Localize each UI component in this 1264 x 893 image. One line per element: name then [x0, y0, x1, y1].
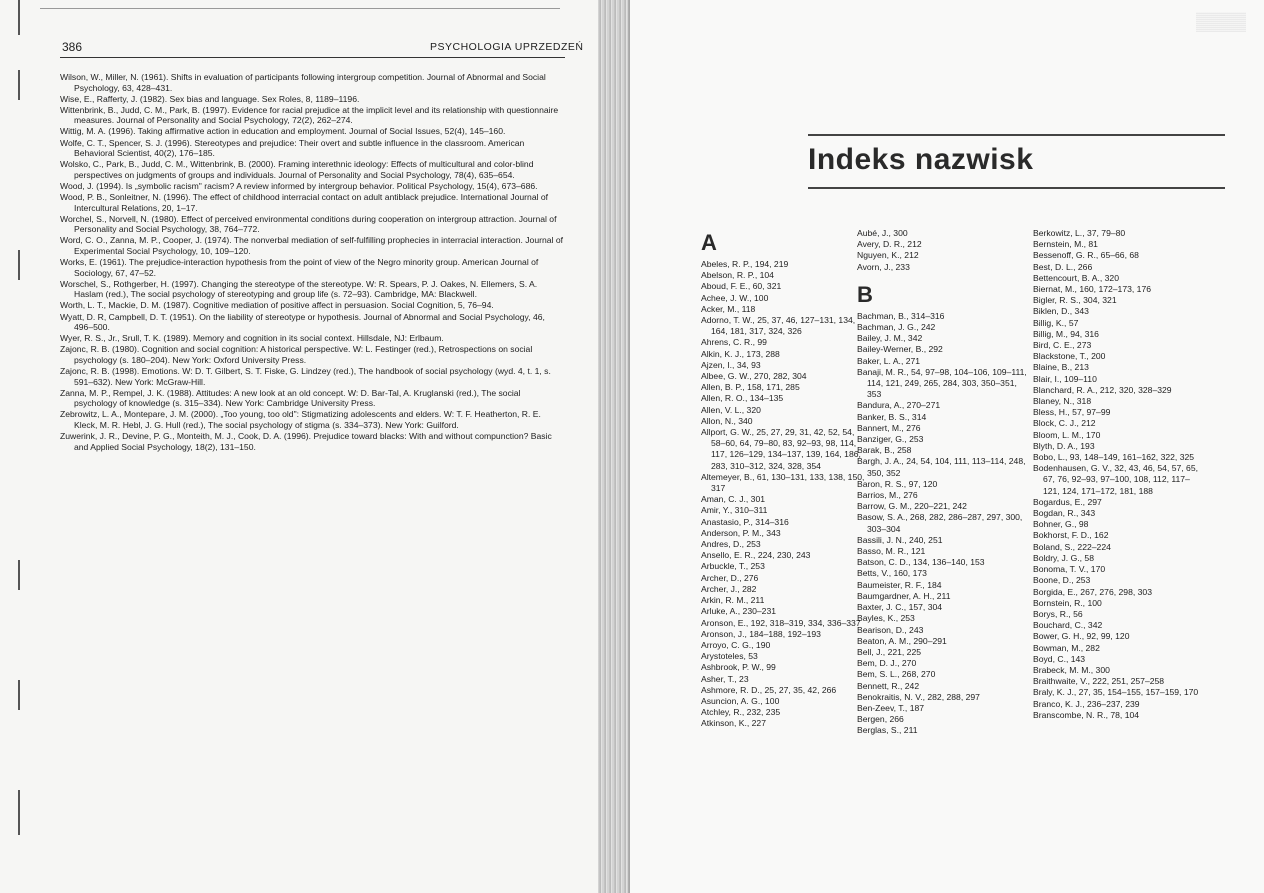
index-title: Indeks nazwisk [808, 143, 1034, 176]
entry-list [857, 311, 1027, 737]
index-entry: Blyth, D. A., 193 [1033, 440, 1095, 451]
index-entry: Bornstein, R., 100 [1033, 597, 1102, 608]
index-entry: Alkin, K. J., 173, 288 [701, 348, 780, 359]
index-entry: Branscombe, N. R., 78, 104 [1033, 709, 1140, 720]
left-page [0, 0, 600, 893]
index-entry: Arbuckle, T., 253 [701, 561, 765, 572]
reference-entry: Wolfe, C. T., Spencer, S. J. (1996). Stereotypes and prejudice: Their overt and subtle influence in the classroom. American Behavioral Scientist, 40(2), 176–185. [60, 137, 525, 159]
index-entry: Bloom, L. M., 170 [1033, 429, 1101, 440]
page-number: 386 [62, 40, 83, 54]
index-entry: Boldry, J. G., 58 [1033, 552, 1094, 563]
index-entry: Baxter, J. C., 157, 304 [857, 602, 943, 613]
index-entry: Nguyen, K., 212 [857, 250, 919, 261]
index-entry: Altemeyer, B., 61, 130–131, 133, 138, 150, 317 [701, 471, 865, 494]
index-entry: Batson, C. D., 134, 136–140, 153 [857, 557, 985, 568]
index-entry: Abelson, R. P., 104 [701, 270, 774, 281]
index-entry: Banaji, M. R., 54, 97–98, 104–106, 109–111, 114, 121, 249, 265, 284, 303, 350–351, 353 [857, 366, 1027, 400]
reference-entry: Wittenbrink, B., Judd, C. M., Park, B. (1997). Evidence for racial prejudice at the implicit level and its relationship with questionnaire measures. Journal of Personality and Social Psychology, 72(2), 262–274. [60, 104, 559, 126]
index-entry: Bless, H., 57, 97–99 [1033, 407, 1111, 418]
index-entry: Allport, G. W., 25, 27, 29, 31, 42, 52, 54, 58–60, 64, 79–80, 83, 92–93, 98, 114, 117, 126–129, 134–137, 139, 164, 186, 283, 310–312, 324, 328, 354 [701, 427, 861, 471]
index-entry: Ajzen, I., 34, 93 [701, 359, 761, 370]
reference-entry: Wittig, M. A. (1996). Taking affirmative action in education and employment. Journal of Social Issues, 52(4), 145–160. [60, 126, 506, 137]
index-entry: Allen, B. P., 158, 171, 285 [701, 382, 800, 393]
index-entry: Bennett, R., 242 [857, 680, 920, 691]
index-entry: Aronson, J., 184–188, 192–193 [701, 628, 821, 639]
index-entry: Acker, M., 118 [701, 303, 756, 314]
margin-mark [18, 70, 20, 100]
index-entry: Boyd, C., 143 [1033, 653, 1086, 664]
index-entry: Bessenoff, G. R., 65–66, 68 [1033, 250, 1139, 261]
right-page [630, 0, 1264, 893]
index-entry: Bodenhausen, G. V., 32, 43, 46, 54, 57, 65, 67, 76, 92–93, 97–100, 108, 112, 117–121, 124, 171–172, 181, 188 [1033, 463, 1199, 496]
index-entry: Arroyo, C. G., 190 [701, 639, 771, 650]
index-entry: Allen, R. O., 134–135 [701, 393, 784, 404]
reference-entry: Worchel, S., Norvell, N. (1980). Effect of perceived environmental conditions during cooperation on intergroup attraction. Journal of Personality and Social Psychology, 38, 764–772. [60, 213, 557, 235]
reference-list [60, 72, 565, 453]
reference-entry: Zebrowitz, L. A., Montepare, J. M. (2000). „Too young, too old": Stigmatizing adolescents and elders. W: T. F. Heatherton, R. E. Kleck, M. R. Hebl, J. G. Hull (red.), The social psychology of stigma (s. 334–373). New York: Guilford. [60, 409, 541, 430]
index-entry: Arystoteles, 53 [701, 651, 758, 662]
reference-entry: Zanna, M. P., Rempel, J. K. (1988). Attitudes: A new look at an old concept. W: D. Bar-Tal, A. Kruglanski (red.), The social psychology of knowledge (s. 315–334). New York: Cambridge University Press. [60, 387, 521, 409]
index-entry: Blanchard, R. A., 212, 320, 328–329 [1033, 384, 1172, 395]
index-entry: Bogdan, R., 343 [1033, 508, 1096, 519]
index-entry: Bem, D. J., 270 [857, 658, 917, 669]
index-entry: Billig, M., 94, 316 [1033, 328, 1099, 339]
index-entry: Asuncion, A. G., 100 [701, 695, 780, 706]
index-entry: Bowman, M., 282 [1033, 642, 1100, 653]
index-entry: Avorn, J., 233 [857, 261, 910, 272]
reference-entry: Wolsko, C., Park, B., Judd, C. M., Wittenbrink, B. (2000). Framing interethnic ideology: Effects of multicultural and color-blind perspectives on judgments of groups and individuals. Journal of Personality and Social Psychology, 78(4), 635–654. [60, 159, 534, 180]
section-letter-a: A [701, 230, 717, 255]
index-entry: Andres, D., 253 [701, 539, 761, 550]
index-entry: Braithwaite, V., 222, 251, 257–258 [1033, 676, 1165, 687]
index-entry: Anderson, P. M., 343 [701, 527, 781, 538]
index-entry: Achee, J. W., 100 [701, 292, 769, 303]
margin-mark [18, 790, 20, 835]
reference-entry: Wise, E., Rafferty, J. (1982). Sex bias and language. Sex Roles, 8, 1189–1196. [60, 93, 360, 104]
index-entry: Braly, K. J., 27, 35, 154–155, 157–159, 170 [1033, 687, 1199, 698]
index-entry: Arluke, A., 230–231 [701, 606, 777, 617]
index-entry: Block, C. J., 212 [1033, 418, 1096, 429]
index-entry: Bachman, B., 314–316 [857, 310, 945, 321]
index-entry: Anastasio, P., 314–316 [701, 516, 789, 527]
index-entry: Allen, V. L., 320 [701, 404, 761, 415]
section-letter-b: B [857, 281, 873, 307]
index-entry: Aman, C. J., 301 [701, 494, 766, 505]
index-entry: Bigler, R. S., 304, 321 [1033, 295, 1117, 306]
index-entry: Aubé, J., 300 [857, 228, 908, 238]
index-entry: Aboud, F. E., 60, 321 [701, 281, 782, 292]
index-entry: Bower, G. H., 92, 99, 120 [1033, 631, 1130, 642]
index-entry: Baron, R. S., 97, 120 [857, 478, 938, 489]
index-entry: Barak, B., 258 [857, 445, 912, 456]
index-entry: Banziger, G., 253 [857, 434, 924, 445]
index-entry: Barrow, G. M., 220–221, 242 [857, 501, 967, 512]
index-entry: Bell, J., 221, 225 [857, 646, 922, 657]
index-entry: Brabeck, M. M., 300 [1033, 664, 1110, 675]
reference-entry: Wood, J. (1994). Is „symbolic racism" racism? A review informed by intergroup behavior. Political Psychology, 15(4), 673–686. [60, 180, 538, 191]
index-entry: Bouchard, C., 342 [1033, 620, 1103, 631]
index-column-1 [701, 231, 871, 730]
index-entry: Baker, L. A., 271 [857, 355, 921, 366]
index-entry: Bearison, D., 243 [857, 624, 924, 635]
reference-entry: Wilson, W., Miller, N. (1961). Shifts in evaluation of participants following intergroup competition. Journal of Abnormal and Social Psychology, 63, 428–431. [60, 72, 546, 93]
index-entry: Ben-Zeev, T., 187 [857, 702, 925, 713]
index-entry: Ashmore, R. D., 25, 27, 35, 42, 266 [701, 684, 837, 695]
index-entry: Avery, D. R., 212 [857, 239, 922, 250]
margin-mark [18, 560, 20, 590]
index-entry: Bobo, L., 93, 148–149, 161–162, 322, 325 [1033, 452, 1195, 463]
reference-entry: Zajonc, R. B. (1980). Cognition and social cognition: A historical perspective. W: L. Festinger (red.), Retrospections on social psychology (s. 180–204). New York: Oxford University Press. [60, 344, 533, 365]
reference-entry: Wyer, R. S., Jr., Srull, T. K. (1989). Memory and cognition in its social context. Hillsdale, NJ: Erlbaum. [60, 333, 444, 344]
index-entry: Blackstone, T., 200 [1033, 351, 1106, 362]
index-entry: Arkin, R. M., 211 [701, 595, 765, 606]
index-entry: Bandura, A., 270–271 [857, 400, 941, 411]
index-entry: Bachman, J. G., 242 [857, 322, 936, 333]
index-entry: Basso, M. R., 121 [857, 546, 926, 557]
index-entry: Bernstein, M., 81 [1033, 239, 1098, 250]
reference-entry: Wyatt, D. R, Campbell, D. T. (1951). On the liability of stereotype or hypothesis. Journal of Abnormal and Social Psychology, 46, 496–500. [60, 311, 545, 333]
reference-entry: Worschel, S., Rothgerber, H. (1997). Changing the stereotype of the stereotype. W: R. Spears, P. J. Oakes, N. Ellemers, S. A. Haslam (red.), The social psychology of stereotyping and group life (s. 72–93). Cambridge, MA: Blackwell. [60, 278, 538, 300]
index-entry: Bayles, K., 253 [857, 613, 915, 624]
index-entry: Bokhorst, F. D., 162 [1033, 530, 1109, 541]
book-gutter [598, 0, 632, 893]
index-entry: Atkinson, K., 227 [701, 718, 766, 729]
index-entry: Boone, D., 253 [1033, 575, 1091, 586]
index-entry: Bohner, G., 98 [1033, 519, 1089, 530]
margin-mark [18, 0, 20, 35]
index-entry: Allon, N., 340 [701, 415, 753, 426]
index-entry: Abeles, R. P., 194, 219 [701, 259, 789, 269]
scan-corner-mark [1196, 12, 1246, 32]
index-entry: Archer, D., 276 [701, 572, 759, 583]
entry-list [857, 228, 1027, 273]
index-entry: Bergen, 266 [857, 714, 904, 725]
index-entry: Baumeister, R. F., 184 [857, 579, 942, 590]
index-entry: Borgida, E., 267, 276, 298, 303 [1033, 586, 1152, 597]
index-entry: Amir, Y., 310–311 [701, 505, 768, 516]
index-entry: Boland, S., 222–224 [1033, 541, 1111, 552]
index-entry: Blaney, N., 318 [1033, 396, 1092, 407]
index-entry: Atchley, R., 232, 235 [701, 707, 781, 718]
index-column-3 [1033, 228, 1203, 721]
index-entry: Basow, S. A., 268, 282, 286–287, 297, 300, 303–304 [857, 512, 1023, 534]
index-entry: Betts, V., 160, 173 [857, 568, 927, 579]
reference-entry: Zajonc, R. B. (1998). Emotions. W: D. T. Gilbert, S. T. Fiske, G. Lindzey (red.), The handbook of social psychology (wyd. 4, t. 1, s. 591–632). New York: McGraw-Hill. [60, 366, 551, 387]
index-entry: Archer, J., 282 [701, 583, 757, 594]
index-entry: Barrios, M., 276 [857, 490, 918, 501]
index-entry: Ahrens, C. R., 99 [701, 337, 767, 348]
index-entry: Banker, B. S., 314 [857, 411, 927, 422]
index-entry: Asher, T., 23 [701, 673, 749, 684]
reference-entry: Worth, L. T., Mackie, D. M. (1987). Cognitive mediation of positive affect in persuasion. Social Cognition, 5, 76–94. [60, 300, 494, 311]
header-rule [60, 57, 565, 58]
index-entry: Aronson, E., 192, 318–319, 334, 336–337 [701, 617, 861, 628]
index-entry: Best, D. L., 266 [1033, 261, 1093, 272]
running-head: PSYCHOLOGIA UPRZEDZEŃ [430, 41, 584, 53]
index-entry: Bettencourt, B. A., 320 [1033, 272, 1119, 283]
index-entry: Baumgardner, A. H., 211 [857, 590, 951, 601]
margin-mark [18, 250, 20, 280]
margin-mark [18, 680, 20, 710]
title-rule-top [808, 134, 1225, 136]
index-entry: Bannert, M., 276 [857, 422, 921, 433]
title-rule-bottom [808, 187, 1225, 189]
index-entry: Billig, K., 57 [1033, 317, 1079, 328]
index-entry: Biklen, D., 343 [1033, 306, 1089, 317]
index-entry: Branco, K. J., 236–237, 239 [1033, 698, 1140, 709]
index-entry: Berkowitz, L., 37, 79–80 [1033, 228, 1126, 238]
entry-list [1033, 228, 1203, 721]
index-entry: Adorno, T. W., 25, 37, 46, 127–131, 134, 164, 181, 317, 324, 326 [701, 315, 856, 337]
index-entry: Blair, I., 109–110 [1033, 373, 1097, 384]
index-entry: Bonoma, T. V., 170 [1033, 564, 1106, 575]
index-entry: Bargh, J. A., 24, 54, 104, 111, 113–114, 248, 350, 352 [857, 456, 1026, 478]
index-entry: Ashbrook, P. W., 99 [701, 662, 776, 673]
reference-entry: Word, C. O., Zanna, M. P., Cooper, J. (1974). The nonverbal mediation of self-fulfilling prophecies in interracial interaction. Journal of Experimental Social Psychology, 10, 109–120. [60, 235, 563, 256]
index-entry: Biernat, M., 160, 172–173, 176 [1033, 284, 1152, 295]
index-entry: Benokraitis, N. V., 282, 288, 297 [857, 691, 980, 702]
index-entry: Borys, R., 56 [1033, 608, 1083, 619]
entry-list [701, 259, 871, 730]
index-entry: Bogardus, E., 297 [1033, 496, 1102, 507]
index-entry: Albee, G. W., 270, 282, 304 [701, 371, 807, 382]
index-entry: Blaine, B., 213 [1033, 362, 1089, 373]
reference-entry: Works, E. (1961). The prejudice-interaction hypothesis from the point of view of the Negro minority group. American Journal of Sociology, 67, 47–52. [60, 257, 539, 278]
index-column-2 [857, 228, 1027, 737]
reference-entry: Zuwerink, J. R., Devine, P. G., Monteith, M. J., Cook, D. A. (1996). Prejudice toward blacks: With and without compunction? Basic and Applied Social Psychology, 18(2), 131–150. [60, 431, 552, 452]
index-entry: Bassili, J. N., 240, 251 [857, 534, 943, 545]
index-entry: Ansello, E. R., 224, 230, 243 [701, 550, 811, 561]
reference-entry: Wood, P. B., Sonleitner, N. (1996). The effect of childhood interracial contact on adult antiblack prejudice. International Journal of Intercultural Relations, 20, 1–17. [60, 192, 549, 213]
index-entry: Beaton, A. M., 290–291 [857, 635, 947, 646]
index-entry: Bailey-Werner, B., 292 [857, 344, 943, 355]
index-entry: Berglas, S., 211 [857, 725, 918, 736]
index-entry: Bem, S. L., 268, 270 [857, 669, 936, 680]
scan-edge-line [40, 8, 560, 9]
index-entry: Bailey, J. M., 342 [857, 333, 923, 344]
index-entry: Bird, C. E., 273 [1033, 340, 1092, 351]
